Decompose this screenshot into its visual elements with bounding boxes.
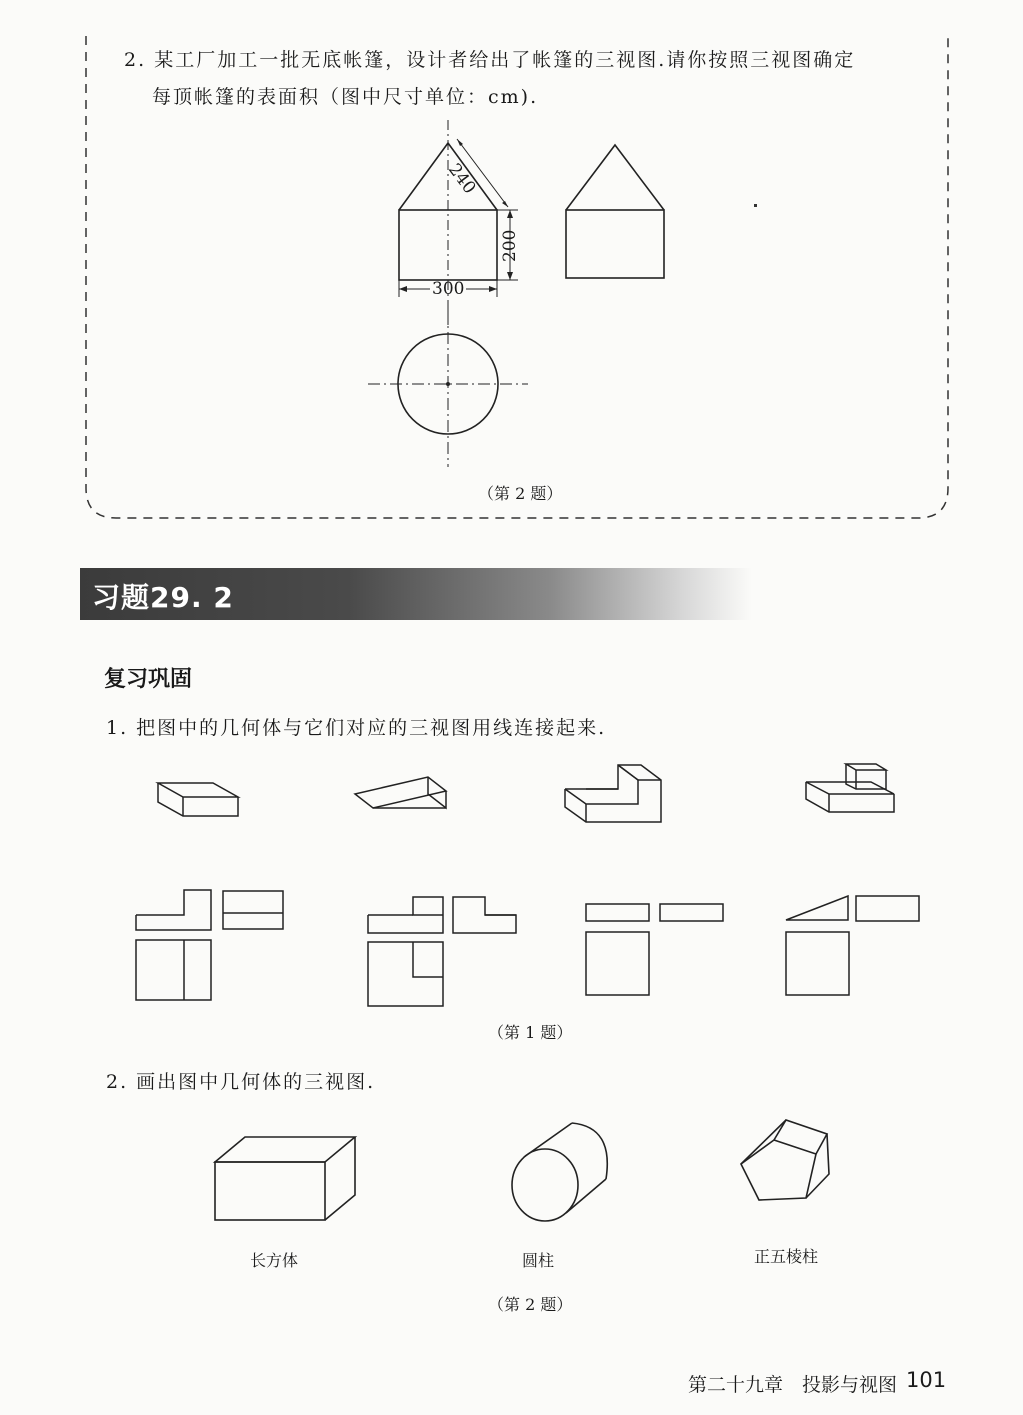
top-problem-line2: 每顶帐篷的表面积（图中尺寸单位：cm). xyxy=(152,86,539,108)
solid-l-step xyxy=(560,757,680,837)
solid-flat-slab xyxy=(150,775,250,835)
pentagonal-prism-figure xyxy=(734,1112,854,1222)
views-set-2 xyxy=(360,890,530,1015)
dim-slant: 240 xyxy=(444,160,480,198)
q2-caption: （第 2 题） xyxy=(488,1295,573,1314)
dim-width: 300 xyxy=(432,279,465,299)
views-set-4 xyxy=(776,890,936,1005)
views-set-3 xyxy=(580,895,740,1010)
page-number: 101 xyxy=(906,1368,947,1392)
speck xyxy=(754,204,757,207)
tent-top-view xyxy=(360,305,540,475)
top-problem-caption: （第 2 题） xyxy=(478,484,563,503)
q2-text: 2. 画出图中几何体的三视图. xyxy=(106,1071,376,1093)
tent-side-view xyxy=(560,140,680,320)
views-set-1 xyxy=(130,885,300,1010)
top-problem-line1: 2. 某工厂加工一批无底帐篷，设计者给出了帐篷的三视图.请你按照三视图确定 xyxy=(124,49,856,71)
solid-slab-with-cube xyxy=(798,752,918,832)
cylinder-figure xyxy=(502,1115,632,1225)
footer-chapter: 第二十九章 投影与视图 xyxy=(688,1374,898,1396)
cuboid-figure xyxy=(210,1132,370,1232)
q1-caption: （第 1 题） xyxy=(488,1023,573,1042)
label-pentagonal-prism: 正五棱柱 xyxy=(754,1247,819,1266)
solid-wedge xyxy=(350,770,470,830)
tent-front-view xyxy=(380,115,540,335)
section-subhead: 复习巩固 xyxy=(104,667,193,692)
q1-text: 1. 把图中的几何体与它们对应的三视图用线连接起来. xyxy=(106,717,607,739)
dim-height: 200 xyxy=(500,229,520,262)
label-cuboid: 长方体 xyxy=(250,1251,299,1270)
section-title: 习题29. 2 xyxy=(92,581,234,614)
label-cylinder: 圆柱 xyxy=(522,1251,555,1270)
